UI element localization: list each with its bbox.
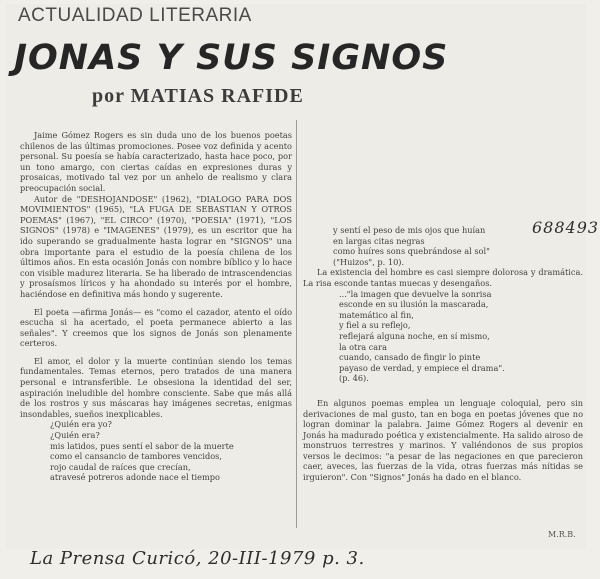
handwritten-catalog-number: 688493 xyxy=(532,218,600,237)
right-column xyxy=(303,225,583,483)
verse-line: ..."la imagen que devuelve la sonrisa xyxy=(339,288,492,299)
verse-line: como el cansancio de tambores vencidos, xyxy=(50,451,222,462)
verse-line: y sentí el peso de mis ojos que huían xyxy=(333,225,486,235)
verse-line: rojo caudal de raíces que crecían, xyxy=(50,461,191,472)
handwritten-citation: La Prensa Curicó, 20-III-1979 p. 3. xyxy=(30,548,365,569)
verse-line: ¿Quién era yo? xyxy=(50,419,112,430)
quote-block xyxy=(303,289,583,384)
verse-line: atravesé potreros adonde nace el tiempo xyxy=(50,472,220,483)
verse-block xyxy=(20,419,292,483)
author-initials: M.R.B. xyxy=(548,530,576,539)
paragraph: El amor, el dolor y la muerte continúan siendo los temas fundamentales. Temas eternos, pero tratados de una manera personal e intransferible. Le obsesiona la identidad del ser, aspiración ineludible del hombre consciente. Sabe que más allá de los rostros y sus máscaras hay imágenes secretas, enigmas insondables, sueños inexplicables. xyxy=(20,355,292,419)
verse-line: cuando, cansado de fingir lo pinte xyxy=(339,352,481,363)
paragraph: La existencia del hombre es casi siempre dolorosa y dramática. La risa esconde tantas muecas y desengaños. xyxy=(303,267,583,288)
paragraph: Jaime Gómez Rogers es sin duda uno de los buenos poetas chilenos de las últimas promociones. Posee voz definida y acento personal. Su poesía se había caracterizado, hasta hace poco, por un tono amargo, con ciertas caídas en expresiones duras y prosaicas, motivado tal vez por un anhelo de realismo y clara preocupación social. xyxy=(20,130,292,193)
verse-line: mis latidos, pues sentí el sabor de la muerte xyxy=(50,440,234,451)
verse-line: en largas citas negras xyxy=(333,235,425,246)
verse-line: ("Huizos", p. 10). xyxy=(333,256,405,267)
verse-line: (p. 46). xyxy=(339,373,369,384)
verse-line: esconde en su ilusión la mascarada, xyxy=(339,299,489,310)
paragraph: En algunos poemas emplea un lenguaje coloquial, pero sin derivaciones de mal gusto, tan en boga en poetas jóvenes que no logran dominar la palabra. Jaime Gómez Rogers al devenir en Jonás ha madurado poética y existencialmente. Ha salido airoso de monstruos terrestres y marinos. Y valiéndonos de sus propios versos le decimos: "a pesar de las negaciones en que parecieron caer, aveces, las fuerzas de la vida, otras fuerzas más nítidas se irguieron". Con "Signos" Jonás ha dado en el blanco. xyxy=(303,397,583,483)
left-column xyxy=(20,130,292,483)
verse-line: la otra cara xyxy=(339,341,387,352)
verse-line: como huíres sons quebrándose al sol" xyxy=(333,246,490,257)
verse-line: reflejará alguna noche, en sí mismo, xyxy=(339,330,490,341)
verse-line: matemático al fin, xyxy=(339,309,414,320)
verse-line: y fiel a su reflejo, xyxy=(339,320,411,331)
paragraph: El poeta —afirma Jonás— es "como el cazador, atento el oído escucha si ha acertado, el poeta permanece abierto a las señales". Y creemos que los signos de Jonás son plenamente certeros. xyxy=(20,306,292,349)
verse-line: ¿Quién era? xyxy=(50,430,100,441)
verse-line: payaso de verdad, y empiece el drama". xyxy=(339,362,505,373)
article-title: JONAS Y SUS SIGNOS xyxy=(14,38,449,78)
section-header: ACTUALIDAD LITERARIA xyxy=(18,5,252,26)
column-divider xyxy=(296,120,297,528)
byline: por MATIAS RAFIDE xyxy=(92,85,304,107)
paragraph: Autor de "DESHOJANDOSE" (1962), "DIALOGO PARA DOS MOVIMIENTOS" (1965), "LA FUGA DE SEBASTIAN Y OTROS POEMAS" (1967), "EL CIRCO" (1970), "POESIA" (1971), "LOS SIGNOS" (1978) e "IMAGENES" (1979), es un escritor que ha ido superando se gradualmente hasta lograr en "SIGNOS" una obra importante para el estudio de la poesía chilena de los últimos años. En esta ocasión Jonás con nombre bíblico y lo hace con visible madurez literaria. Se ha liberado de intrascendencias y prosaísmos líricos y ha ahondado su interés por el hombre, haciéndose en definitiva más hondo y sugerente. xyxy=(20,193,292,299)
